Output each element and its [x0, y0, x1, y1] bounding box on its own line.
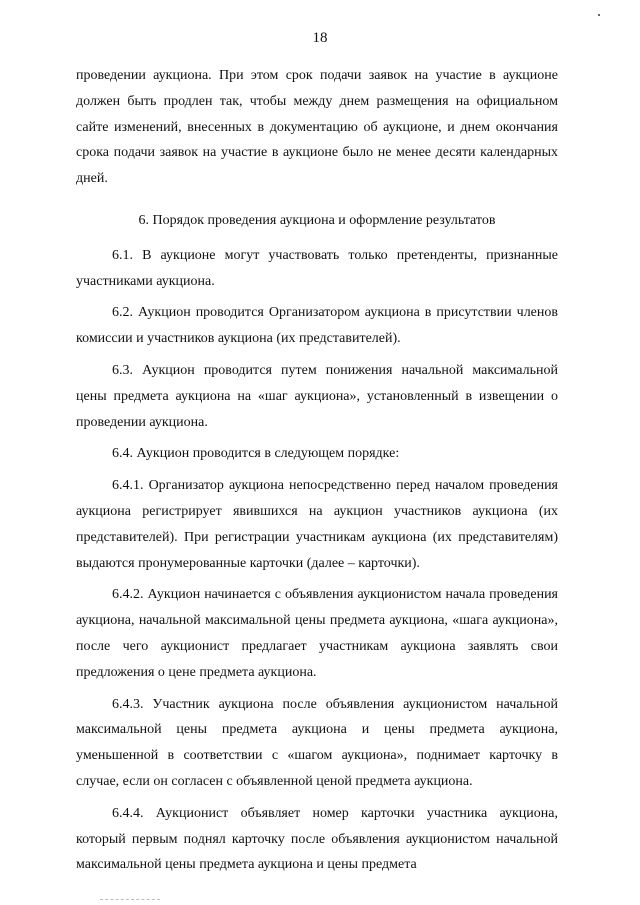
section-heading: 6. Порядок проведения аукциона и оформление результатов	[138, 212, 496, 228]
paragraph-6-3: 6.3. Аукцион проводится путем понижения начальной максимальной цены предмета аукциона на «шаг аукциона», установленный в извещении о проведении аукциона.	[76, 362, 558, 430]
paragraph-6-4-2: 6.4.2. Аукцион начинается с объявления аукционистом начала проведения аукциона, начальной максимальной цены предмета аукциона, «шага аукциона», после чего аукционист предлагает участникам аукциона заявлять свои предложения о цене предмета аукциона.	[76, 587, 558, 680]
page-number: 18	[312, 30, 328, 46]
paragraph-6-4-4: 6.4.4. Аукционист объявляет номер карточки участника аукциона, который первым поднял карточку после объявления аукционистом начальной максимальной цены предмета аукциона и цены предмета	[76, 805, 558, 873]
paragraph-6-4-3: 6.4.3. Участник аукциона после объявления аукционистом начальной максимальной цены предмета аукциона и цены предмета аукциона, уменьшенной в соответствии с «шагом аукциона», поднимает карточку в случае, если он согласен с объявленной ценой предмета аукциона.	[76, 696, 558, 789]
paragraph-6-4: 6.4. Аукцион проводится в следующем порядке:	[112, 446, 400, 462]
paragraph-6-4-1: 6.4.1. Организатор аукциона непосредственно перед началом проведения аукциона регистрирует явившихся на аукцион участников аукциона (их представителей). При регистрации участникам аукциона (их представителям) выдаются пронумерованные карточки (далее – карточки).	[76, 478, 558, 571]
paragraph-6-2: 6.2. Аукцион проводится Организатором аукциона в присутствии членов комиссии и участников аукциона (их представителей).	[76, 305, 558, 347]
scan-edge-mark	[100, 899, 160, 901]
paragraph-intro: проведении аукциона. При этом срок подачи заявок на участие в аукционе должен быть продлен так, чтобы между днем размещения на официальном сайте изменений, внесенных в документацию об аукционе, и днем окончания срока подачи заявок на участие в аукционе было не менее десяти календарных дней.	[76, 68, 558, 187]
scan-speck	[598, 14, 600, 16]
paragraph-6-1: 6.1. В аукционе могут участвовать только претенденты, признанные участниками аукциона.	[76, 247, 558, 289]
document-body	[76, 63, 558, 878]
